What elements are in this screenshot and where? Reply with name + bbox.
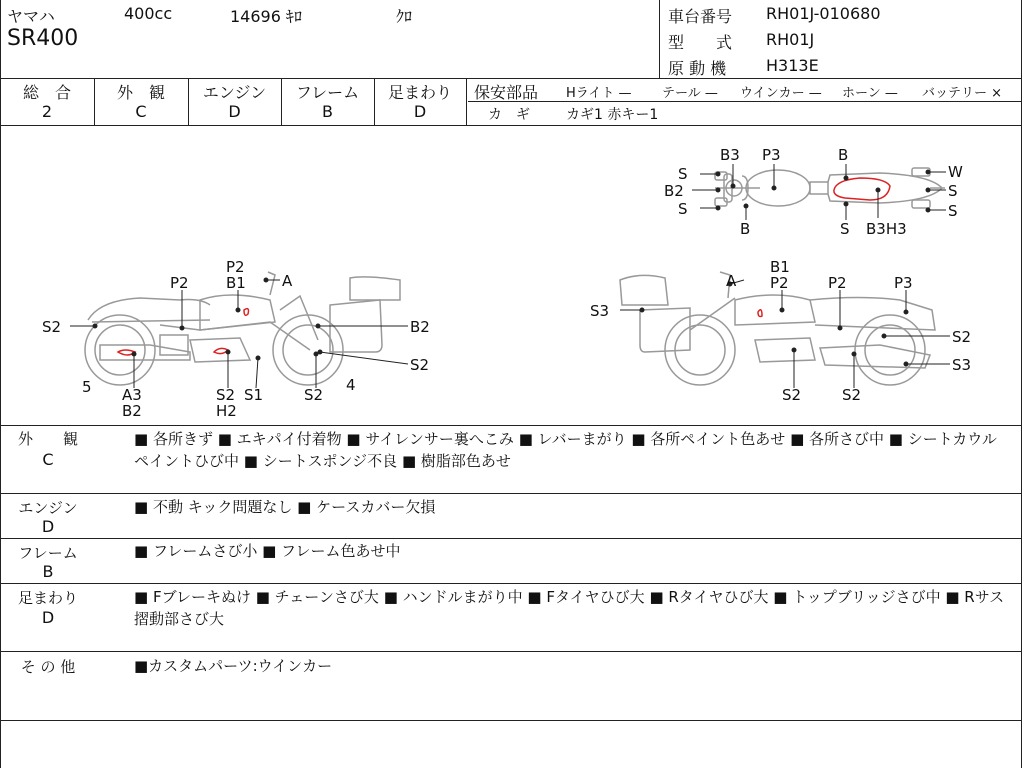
left-label-b2: B2 bbox=[410, 318, 430, 336]
frame-no-label: 車台番号 bbox=[668, 7, 733, 26]
top-label-s-5: S bbox=[840, 220, 850, 238]
left-label-s2-4: S2 bbox=[304, 386, 324, 404]
left-label-s2-1: S2 bbox=[42, 318, 62, 336]
top-label-b: B bbox=[838, 146, 849, 164]
left-label-p2-1: P2 bbox=[170, 274, 189, 292]
top-label-p3: P3 bbox=[762, 146, 781, 164]
right-label-s3-2: S3 bbox=[952, 356, 972, 374]
safety-row-divider bbox=[468, 101, 1022, 102]
safety-horn: ホーン — bbox=[842, 86, 898, 101]
section-title-suspension: 足まわり bbox=[17, 589, 78, 607]
left-label-s2-3: S2 bbox=[216, 386, 236, 404]
top-label-b3h3: B3H3 bbox=[866, 220, 907, 238]
type-value: RH01J bbox=[766, 30, 815, 49]
grade-label-exterior: 外 観 bbox=[116, 83, 165, 102]
section-title-exterior: 外 観 bbox=[17, 430, 78, 448]
right-label-p2-1: P2 bbox=[770, 274, 789, 292]
mileage: 14696 ｷﾛ bbox=[230, 7, 302, 26]
safety-label: 保安部品 bbox=[474, 83, 539, 102]
left-label-s1: S1 bbox=[244, 386, 264, 404]
grade-label-frame: フレーム bbox=[295, 83, 360, 102]
top-label-s-2: S bbox=[948, 182, 958, 200]
section-divider-5 bbox=[0, 720, 1022, 721]
key-value: カギ1 赤キー1 bbox=[566, 107, 659, 123]
section-title-engine: エンジン bbox=[18, 499, 78, 517]
left-label-4: 4 bbox=[346, 376, 356, 394]
left-label-p2-2: P2 bbox=[226, 258, 245, 276]
section-grade-exterior: C bbox=[42, 450, 54, 469]
engine-label: 原 動 機 bbox=[668, 59, 727, 78]
section-text-exterior: ■ 各所きず ■ エキパイ付着物 ■ サイレンサー裏へこみ ■ レバーまがり ■ 各所ペイント色あせ ■ 各所さび中 ■ シートカウルペイントひび中 ■ シートスポンジ不良 ■ 樹脂部色あせ bbox=[134, 430, 997, 470]
maker: ヤマハ bbox=[7, 7, 55, 26]
header-vertical-divider bbox=[659, 0, 660, 78]
type-label: 型 式 bbox=[668, 33, 733, 52]
color: ｸﾛ bbox=[396, 7, 413, 26]
grade-value-frame: B bbox=[322, 102, 333, 121]
left-label-b2-2: B2 bbox=[122, 402, 142, 420]
grade-value-exterior: C bbox=[135, 102, 147, 121]
left-label-s2-2: S2 bbox=[410, 356, 430, 374]
grade-label-suspension: 足まわり bbox=[387, 83, 452, 102]
grade-label-engine: エンジン bbox=[202, 83, 267, 102]
right-label-s3-1: S3 bbox=[590, 302, 610, 320]
section-grade-frame: B bbox=[42, 562, 54, 581]
section-text-frame: ■ フレームさび小 ■ フレーム色あせ中 bbox=[134, 542, 401, 560]
top-label-b-2: B bbox=[740, 220, 751, 238]
section-text-engine: ■ 不動 キック問題なし ■ ケースカバー欠損 bbox=[134, 498, 436, 516]
grade-label-total: 総 合 bbox=[22, 83, 71, 102]
section-divider-2 bbox=[0, 538, 1022, 539]
left-label-a: A bbox=[282, 272, 293, 290]
grade-value-suspension: D bbox=[413, 102, 427, 121]
model-name: SR400 bbox=[7, 26, 79, 51]
header-divider bbox=[0, 78, 1022, 79]
section-text-suspension: ■ Fブレーキぬけ ■ チェーンさび大 ■ ハンドルまがり中 ■ Fタイヤひび大 ■ Rタイヤひび大 ■ トップブリッジさび中 ■ Rサス摺動部さび大 bbox=[134, 588, 1005, 628]
frame-no: RH01J-010680 bbox=[766, 4, 881, 23]
top-label-s-3: S bbox=[678, 200, 688, 218]
top-label-w: W bbox=[948, 163, 963, 181]
safety-headlight: Hライト — bbox=[566, 86, 632, 101]
section-divider-4 bbox=[0, 651, 1022, 652]
right-label-s2-3: S2 bbox=[842, 386, 862, 404]
left-label-5: 5 bbox=[82, 378, 92, 396]
left-label-b1: B1 bbox=[226, 274, 246, 292]
grade-value-total: 2 bbox=[41, 102, 53, 121]
diagram-divider bbox=[0, 425, 1022, 426]
right-label-s2-2: S2 bbox=[782, 386, 802, 404]
engine-value: H313E bbox=[766, 56, 819, 75]
displacement: 400cc bbox=[124, 4, 173, 23]
safety-battery: バッテリー × bbox=[922, 86, 1003, 101]
top-view-bike bbox=[715, 168, 945, 208]
section-grade-suspension: D bbox=[41, 608, 55, 627]
grade-divider-5 bbox=[466, 78, 467, 125]
top-label-s-1: S bbox=[678, 165, 688, 183]
section-title-other: そ の 他 bbox=[20, 658, 76, 676]
key-label: カ ギ bbox=[488, 107, 530, 123]
section-divider-1 bbox=[0, 493, 1022, 494]
section-text-other: ■カスタムパーツ:ウインカー bbox=[134, 657, 333, 675]
damage-diagram bbox=[0, 126, 1022, 424]
safety-winker: ウインカー — bbox=[740, 86, 822, 101]
left-label-a3: A3 bbox=[122, 386, 142, 404]
right-label-a: A bbox=[726, 272, 737, 290]
section-grade-engine: D bbox=[41, 517, 55, 536]
top-label-b3: B3 bbox=[720, 146, 740, 164]
right-label-b1: B1 bbox=[770, 258, 790, 276]
grade-value-engine: D bbox=[228, 102, 241, 121]
top-label-s-4: S bbox=[948, 202, 958, 220]
top-label-b2: B2 bbox=[664, 182, 684, 200]
right-label-p2-2: P2 bbox=[828, 274, 847, 292]
right-label-s2-1: S2 bbox=[952, 328, 972, 346]
section-divider-3 bbox=[0, 583, 1022, 584]
left-label-h2: H2 bbox=[216, 402, 237, 420]
section-title-frame: フレーム bbox=[18, 544, 78, 562]
safety-taillight: テール — bbox=[662, 86, 718, 101]
right-label-p3: P3 bbox=[894, 274, 913, 292]
